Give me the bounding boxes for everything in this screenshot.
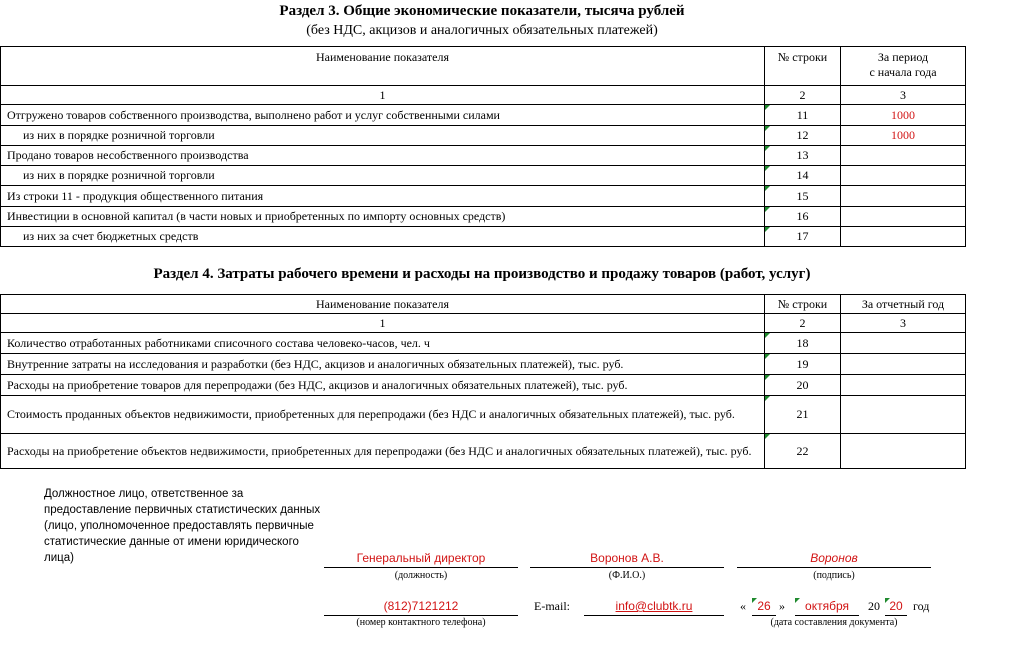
- header-name: Наименование показателя: [1, 295, 765, 314]
- fio-caption: (Ф.И.О.): [608, 570, 646, 581]
- section4-header-row: [1, 295, 966, 314]
- row-name: Продано товаров несобственного производства: [1, 146, 765, 166]
- section3-table: [0, 46, 966, 247]
- section4-table: [0, 294, 966, 469]
- row-name: Из строки 11 - продукция общественного питания: [1, 186, 765, 207]
- row-value-input[interactable]: 1000: [841, 105, 966, 126]
- section3-title: Раздел 3. Общие экономические показатели, тысяча рублей: [279, 3, 685, 19]
- row-value-input[interactable]: [841, 146, 966, 166]
- signature-caption: (подпись): [813, 570, 855, 581]
- date-caption: (дата составления документа): [770, 617, 898, 628]
- section3-header-row: [1, 47, 966, 86]
- row-line: 21: [765, 396, 841, 434]
- row-name: из них в порядке розничной торговли: [1, 166, 765, 186]
- colnum-3: 3: [841, 86, 966, 105]
- colnum-1: 1: [1, 86, 765, 105]
- row-line: 15: [765, 186, 841, 207]
- table-row: [1, 207, 966, 227]
- section4-title: Раздел 4. Затраты рабочего времени и расходы на производство и продажу товаров (работ, услуг): [153, 266, 811, 282]
- phone-caption: (номер контактного телефона): [356, 617, 486, 628]
- table-row: [1, 434, 966, 469]
- row-value-input[interactable]: [841, 375, 966, 396]
- row-line: 12: [765, 126, 841, 146]
- header-line: № строки: [765, 47, 841, 86]
- header-line: № строки: [765, 295, 841, 314]
- table-row: [1, 333, 966, 354]
- row-value-input[interactable]: [841, 333, 966, 354]
- official-description: Должностное лицо, ответственное за предоставление первичных статистических данных (лицо, уполномоченное предоставлять первичные статистические данные от имени юридического лица): [44, 488, 321, 564]
- colnum-3: 3: [841, 314, 966, 333]
- table-row: [1, 126, 966, 146]
- table-row: [1, 146, 966, 166]
- section4-colnum-row: [1, 314, 966, 333]
- table-row: [1, 354, 966, 375]
- header-period: За отчетный год: [841, 295, 966, 314]
- colnum-1: 1: [1, 314, 765, 333]
- row-line: 18: [765, 333, 841, 354]
- date-open-quote: «: [740, 599, 746, 613]
- row-line: 14: [765, 166, 841, 186]
- colnum-2: 2: [765, 86, 841, 105]
- section3-subtitle: (без НДС, акцизов и аналогичных обязательных платежей): [306, 23, 658, 38]
- date-day-field[interactable]: 26: [752, 598, 776, 616]
- row-value-input[interactable]: [841, 207, 966, 227]
- row-value-input[interactable]: [841, 396, 966, 434]
- date-month-field[interactable]: октября: [795, 598, 859, 616]
- phone-field[interactable]: (812)7121212: [324, 598, 518, 616]
- colnum-2: 2: [765, 314, 841, 333]
- header-period-line2: с начала года: [869, 65, 937, 79]
- email-field[interactable]: info@clubtk.ru: [584, 598, 724, 616]
- table-row: [1, 375, 966, 396]
- date-close-quote: »: [779, 599, 785, 613]
- date-month-marker: [795, 598, 800, 603]
- position-caption: (должность): [394, 570, 448, 581]
- date-century: 20: [868, 599, 880, 613]
- date-year-marker: [885, 598, 890, 603]
- fio-field[interactable]: Воронов А.В.: [530, 550, 724, 568]
- table-row: [1, 227, 966, 247]
- row-name: из них в порядке розничной торговли: [1, 126, 765, 146]
- row-line: 13: [765, 146, 841, 166]
- row-value-input[interactable]: [841, 354, 966, 375]
- signature-field[interactable]: Воронов: [737, 550, 931, 568]
- table-row: [1, 396, 966, 434]
- row-name: Стоимость проданных объектов недвижимости, приобретенных для перепродажи (без НДС и аналогичных обязательных платежей), тыс. руб.: [1, 396, 765, 434]
- table-row: [1, 105, 966, 126]
- date-year-field[interactable]: 20: [885, 598, 907, 616]
- row-value-input[interactable]: [841, 186, 966, 207]
- email-label: E-mail:: [534, 599, 570, 613]
- row-value-input[interactable]: [841, 227, 966, 247]
- row-name: Расходы на приобретение объектов недвижимости, приобретенных для перепродажи (без НДС и аналогичных обязательных платежей), тыс. руб.: [1, 434, 765, 469]
- table-row: [1, 166, 966, 186]
- row-name: Отгружено товаров собственного производства, выполнено работ и услуг собственными силами: [1, 105, 765, 126]
- row-line: 22: [765, 434, 841, 469]
- row-value-input[interactable]: [841, 166, 966, 186]
- table-row: [1, 186, 966, 207]
- row-line: 11: [765, 105, 841, 126]
- row-line: 16: [765, 207, 841, 227]
- header-name: Наименование показателя: [1, 47, 765, 86]
- row-name: Количество отработанных работниками списочного состава человеко-часов, чел. ч: [1, 333, 765, 354]
- row-name: Расходы на приобретение товаров для перепродажи (без НДС, акцизов и аналогичных обязательных платежей), тыс. руб.: [1, 375, 765, 396]
- row-name: Внутренние затраты на исследования и разработки (без НДС, акцизов и аналогичных обязательных платежей), тыс. руб.: [1, 354, 765, 375]
- row-value-input[interactable]: [841, 434, 966, 469]
- date-year-word: год: [913, 599, 930, 613]
- date-day-marker: [752, 598, 757, 603]
- row-name: Инвестиции в основной капитал (в части новых и приобретенных по импорту основных средств): [1, 207, 765, 227]
- header-period: [841, 47, 966, 86]
- position-field[interactable]: Генеральный директор: [324, 550, 518, 568]
- row-value-input[interactable]: 1000: [841, 126, 966, 146]
- row-name: из них за счет бюджетных средств: [1, 227, 765, 247]
- row-line: 19: [765, 354, 841, 375]
- section3-colnum-row: [1, 86, 966, 105]
- row-line: 20: [765, 375, 841, 396]
- row-line: 17: [765, 227, 841, 247]
- header-period-line1: За период: [877, 50, 929, 64]
